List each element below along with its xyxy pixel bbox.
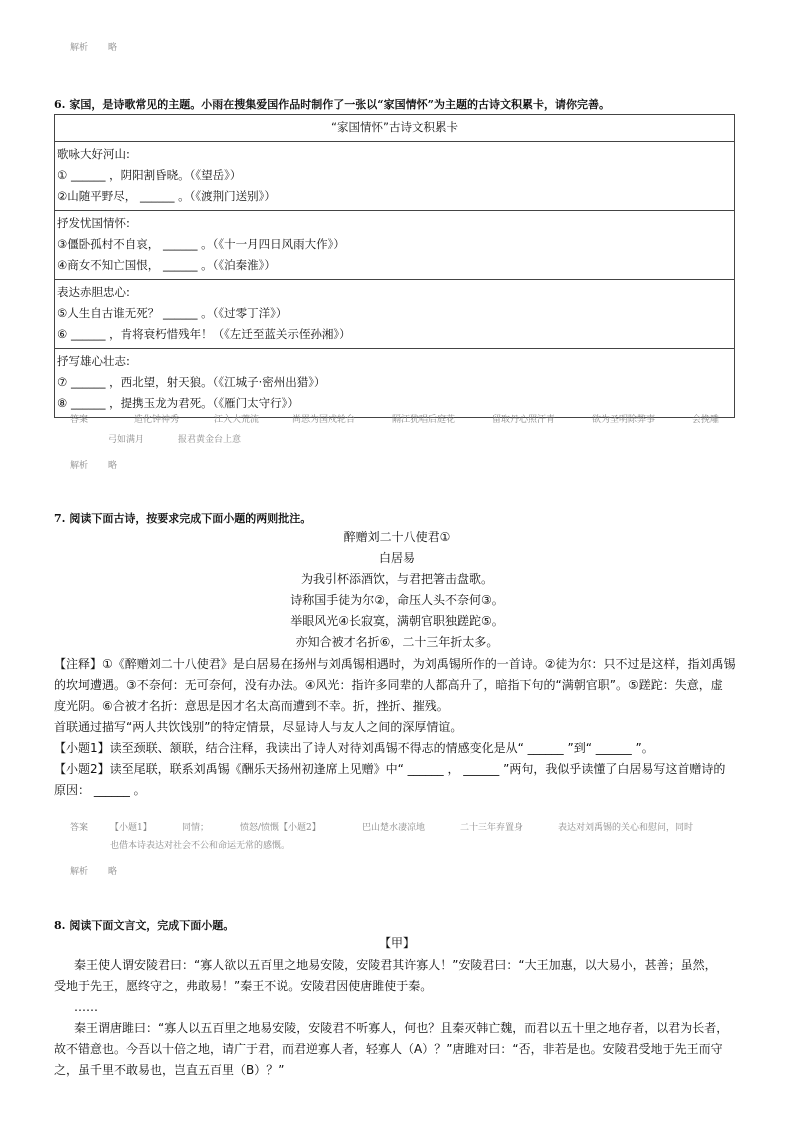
- poem-author: 白居易: [378, 551, 415, 565]
- text-line: 秦王谓唐雎曰：“寡人以五百里之地易安陵，安陵君不听寡人，何也？且秦灭韩亡魏，而君以五十里之地存者，以君为长者，: [74, 1021, 729, 1035]
- top-analysis-label: 解析: [70, 43, 89, 53]
- section-line: ③僵卧孤村不自哀， ______ 。（《十一月四日风雨大作》）: [57, 237, 345, 251]
- answer-item: 会挽雕: [692, 415, 720, 425]
- q7-title: 7. 阅读下面古诗，按要求完成下面小题的两则批注。: [54, 512, 312, 525]
- answer-item: 隔江犹唱后庭花: [392, 415, 456, 425]
- answer-item: 造化钟神秀: [134, 415, 180, 425]
- analysis-label: 解析: [70, 461, 89, 471]
- card-section-3: [55, 280, 735, 349]
- note-line: 度光阴。⑥合被才名折：意思是因才名太高而遭到不幸。折，挫折、摧残。: [54, 699, 449, 713]
- top-analysis-text: 略: [108, 43, 118, 53]
- answer-item: 同情；: [182, 823, 210, 833]
- answer-item: 【小题1】: [110, 823, 152, 833]
- answer-label: 答案: [70, 823, 89, 833]
- section-heading: 抒发忧国情怀:: [57, 216, 130, 230]
- q6-accumulation-card: [54, 114, 735, 418]
- q8-title: 8. 阅读下面文言文，完成下面小题。: [54, 919, 235, 932]
- analysis-text: 略: [108, 867, 118, 877]
- section-line: ⑧ ______ ，提携玉龙为君死。（《雁门太守行》）: [57, 396, 299, 410]
- note-line: 首联通过描写“两人共饮饯别”的特定情景，尽显诗人与友人之间的深厚情谊。: [54, 720, 463, 734]
- poem-line: 诗称国手徒为尔②，命压人头不奈何③。: [290, 593, 504, 607]
- subquestion-1: 【小题1】读至颈联、颔联，结合注释，我读出了诗人对待刘禹锡不得志的情感变化是从“ ______ ”到“ ______ ”。: [54, 741, 654, 755]
- section-line: ②山随平野尽， ______ 。（《渡荆门送别》）: [57, 189, 276, 203]
- text-line: 之，虽千里不敢易也，岂直五百里（B）？”: [54, 1063, 285, 1077]
- answer-item: 也借本诗表达对社会不公和命运无常的感慨。: [110, 841, 291, 851]
- text-line: ……: [74, 1000, 98, 1014]
- subquestion-2-cont: 原因： ______ 。: [54, 783, 146, 797]
- answer-item: 二十三年弃置身: [460, 823, 524, 833]
- subquestion-2: 【小题2】读至尾联，联系刘禹锡《酬乐天扬州初逢席上见赠》中“ ______ ， ______ ”两句，我似乎读懂了白居易写这首赠诗的: [54, 762, 726, 776]
- text-line: 受地于先王，愿终守之，弗敢易！”秦王不说。安陵君因使唐雎使于秦。: [54, 979, 433, 993]
- answer-item: 留取丹心照汗青: [492, 415, 556, 425]
- answer-item: 尚思为国戍轮台: [292, 415, 356, 425]
- analysis-label: 解析: [70, 867, 89, 877]
- answer-item: 江入大荒流: [214, 415, 260, 425]
- card-section-2: [55, 211, 735, 280]
- answer-item: 愤怒/愤慨【小题2】: [240, 823, 321, 833]
- note-line: 【注释】①《醉赠刘二十八使君》是白居易在扬州与刘禹锡相遇时，为刘禹锡所作的一首诗。②徒为尔：只不过是这样，指刘禹锡: [54, 657, 736, 671]
- poem-title: 醉赠刘二十八使君①: [343, 530, 451, 544]
- card-title: “家国情怀”古诗文积累卡: [55, 115, 735, 142]
- analysis-text: 略: [108, 461, 118, 471]
- section-line: ⑥ ______ ，肯将衰朽惜残年！（《左迁至蓝关示侄孙湘》）: [57, 327, 351, 341]
- section-heading: 表达赤胆忠心:: [57, 285, 130, 299]
- text-line: 故不错意也。今吾以十倍之地，请广于君，而君逆寡人者，轻寡人（A）？”唐雎对曰：“否，非若是也。安陵君受地于先王而守: [54, 1042, 723, 1056]
- note-line: 的坎坷遭遇。③不奈何：无可奈何，没有办法。④风光：指许多同辈的人都高升了，暗指下句的“满朝官职”。⑤蹉跎：失意，虚: [54, 678, 723, 692]
- poem-line: 亦知合被才名折⑥，二十三年折太多。: [295, 635, 499, 649]
- section-line: ④商女不知亡国恨， ______ 。（《泊秦淮》）: [57, 258, 276, 272]
- q6-title: 6. 家国，是诗歌常见的主题。小雨在搜集爱国作品时制作了一张以“家国情怀”为主题的古诗文积累卡，请你完善。: [54, 98, 610, 111]
- section-heading: 歌咏大好河山:: [57, 147, 130, 161]
- poem-line: 为我引杯添酒饮，与君把箸击盘歌。: [300, 572, 493, 586]
- section-heading: 抒写雄心壮志:: [57, 354, 130, 368]
- answer-item: 弓如满月: [108, 435, 145, 445]
- card-section-1: [55, 142, 735, 211]
- answer-label: 答案: [70, 415, 89, 425]
- answer-item: 欲为圣明除弊事: [592, 415, 656, 425]
- poem-line: 举眼风光④长寂寞，满朝官职独蹉跎⑤。: [290, 614, 504, 628]
- section-line: ⑦ ______ ，西北望，射天狼。（《江城子·密州出猎》）: [57, 375, 326, 389]
- section-line: ⑤人生自古谁无死？ ______ 。（《过零丁洋》）: [57, 306, 288, 320]
- card-section-4: [55, 349, 735, 418]
- text-line: 秦王使人谓安陵君曰：“寡人欲以五百里之地易安陵，安陵君其许寡人！”安陵君曰：“大王加惠，以大易小，甚善；虽然，: [74, 958, 717, 972]
- answer-item: 报君黄金台上意: [178, 435, 242, 445]
- answer-item: 表达对刘禹锡的关心和慰问，同时: [558, 823, 694, 833]
- answer-item: 巴山楚水凄凉地: [362, 823, 426, 833]
- section-line: ① ______ ，阴阳割昏晓。（《望岳》）: [57, 168, 242, 182]
- section-label: 【甲】: [378, 936, 415, 950]
